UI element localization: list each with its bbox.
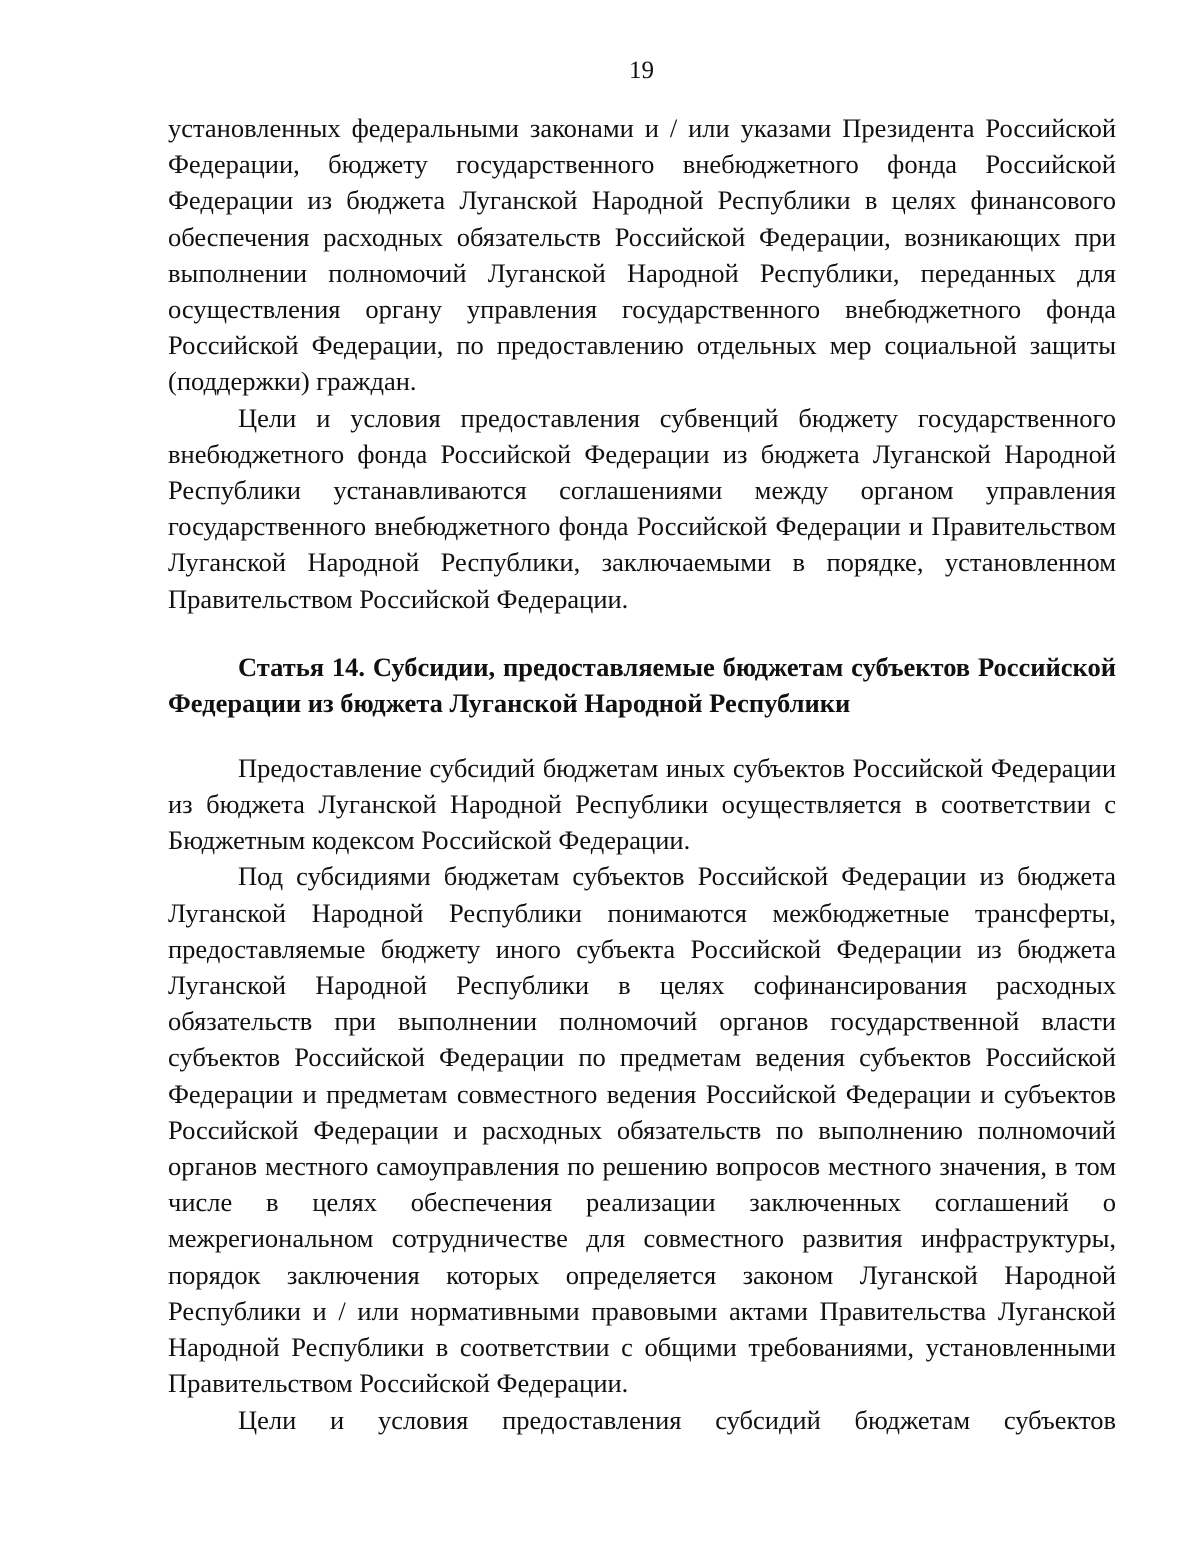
paragraph-subventions-conditions: Цели и условия предоставления субвенций бюджету государственного внебюджетного фонда Российской Федерации из бюджета Луганской Народной Республики устанавливаются соглашениями между органом управления государственного внебюджетного фонда Российской Федерации и Правительством Луганской Народной Республики, заключаемыми в порядке, установленном Правительством Российской Федерации. <box>168 402 1116 614</box>
page-number: 19 <box>629 57 654 84</box>
article-14-heading: Статья 14. Субсидии, предоставляемые бюджетам субъектов Российской Федерации из бюджета Луганской Народной Республики <box>168 651 1116 718</box>
paragraph-subsidies-conditions-start: Цели и условия предоставления субсидий бюджетам субъектов <box>238 1404 1116 1435</box>
paragraph-continuation: установленных федеральными законами и / или указами Президента Российской Федерации, бюджету государственного внебюджетного фонда Российской Федерации из бюджета Луганской Народной Республики в целях финансового обеспечения расходных обязательств Российской Федерации, возникающих при выполнении полномочий Луганской Народной Республики, переданных для осуществления органу управления государственного внебюджетного фонда Российской Федерации, по предоставлению отдельных мер социальной защиты (поддержки) граждан. <box>168 113 1116 397</box>
paragraph-subsidies-definition: Под субсидиями бюджетам субъектов Российской Федерации из бюджета Луганской Народной Республики понимаются межбюджетные трансферты, предоставляемые бюджету иного субъекта Российской Федерации из бюджета Луганской Народной Республики в целях софинансирования расходных обязательств при выполнении полномочий органов государственной власти субъектов Российской Федерации по предметам ведения субъектов Российской Федерации и предметам совместного ведения Российской Федерации и субъектов Российской Федерации и расходных обязательств по выполнению полномочий органов местного самоуправления по решению вопросов местного значения, в том числе в целях обеспечения реализации заключенных соглашений о межрегиональном сотрудничестве для совместного развития инфраструктуры, порядок заключения которых определяется законом Луганской Народной Республики и / или нормативными правовыми актами Правительства Луганской Народной Республики в соответствии с общими требованиями, установленными Правительством Российской Федерации. <box>168 861 1116 1399</box>
paragraph-subsidies-provision: Предоставление субсидий бюджетам иных субъектов Российской Федерации из бюджета Луганской Народной Республики осуществляется в соответствии с Бюджетным кодексом Российской Федерации. <box>168 752 1116 856</box>
document-body <box>168 110 1116 1438</box>
